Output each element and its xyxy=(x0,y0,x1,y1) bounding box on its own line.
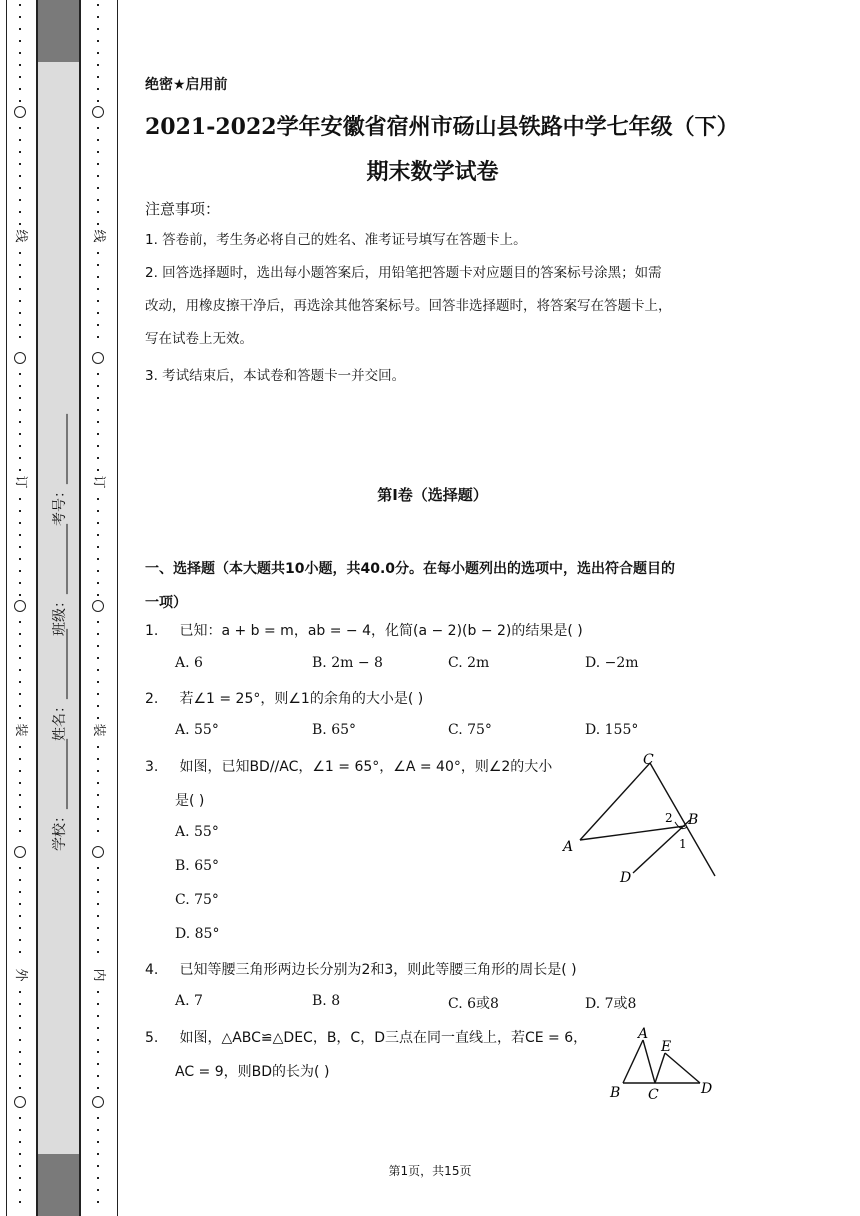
rail-dot xyxy=(97,264,99,266)
label-2: 2 xyxy=(665,811,673,825)
rail-dot xyxy=(97,1117,99,1119)
rail-dot xyxy=(97,421,99,423)
rail-dot xyxy=(19,324,21,326)
exam-number-field[interactable]: 考号：__________ xyxy=(52,414,68,526)
rail-dot xyxy=(97,693,99,695)
rail-dot xyxy=(97,621,99,623)
label-c: C xyxy=(648,1087,659,1103)
rail-dot xyxy=(19,40,21,42)
rail-dot xyxy=(97,927,99,929)
rail-dot xyxy=(19,879,21,881)
rail-dot xyxy=(19,818,21,820)
rail-dot xyxy=(19,758,21,760)
rail-dot xyxy=(97,830,99,832)
label-e: E xyxy=(661,1039,672,1055)
rail-dot xyxy=(19,1141,21,1143)
option-d[interactable]: D. 7或8 xyxy=(585,996,637,1012)
rail-dot xyxy=(19,782,21,784)
rail-dot xyxy=(19,199,21,201)
option-c[interactable]: C. 2m xyxy=(448,655,490,671)
rail-circle xyxy=(92,352,104,364)
option-c[interactable]: C. 75° xyxy=(175,892,219,908)
notice-item: 1. 答卷前，考生务必将自己的姓名、准考证号填写在答题卡上。 xyxy=(145,232,527,248)
rail-dot xyxy=(19,1051,21,1053)
rail-dot xyxy=(97,211,99,213)
option-b[interactable]: B. 8 xyxy=(312,993,341,1009)
rail-dot xyxy=(19,300,21,302)
rail-dot xyxy=(19,1153,21,1155)
rail-circle xyxy=(14,846,26,858)
question-3-figure xyxy=(555,748,725,888)
option-d[interactable]: D. −2m xyxy=(585,655,639,671)
rail-dot xyxy=(19,794,21,796)
rail-dot xyxy=(97,1189,99,1191)
question-5 xyxy=(145,1027,587,1047)
page-footer: 第1页，共15页 xyxy=(388,1164,472,1178)
rail-dot xyxy=(19,4,21,6)
rail-dot xyxy=(19,669,21,671)
rail-dot xyxy=(97,717,99,719)
rail-dot xyxy=(97,1153,99,1155)
label-c: C xyxy=(643,752,654,768)
rail-dot xyxy=(97,891,99,893)
rail-dot xyxy=(97,510,99,512)
rail-dot xyxy=(19,621,21,623)
section-title: 第I卷（选择题） xyxy=(377,486,488,504)
question-4 xyxy=(145,959,577,979)
rail-dot xyxy=(97,546,99,548)
rail-dot xyxy=(19,717,21,719)
rail-dot xyxy=(19,939,21,941)
question-text: 若∠1 = 25°，则∠1的余角的大小是( ) xyxy=(179,691,424,707)
rail-dot xyxy=(19,409,21,411)
rail-dot xyxy=(97,409,99,411)
rail-dot xyxy=(97,324,99,326)
rail-dot xyxy=(19,373,21,375)
notice-item: 改动，用橡皮擦干净后，再选涂其他答案标号。回答非选择题时，将答案写在答题卡上， xyxy=(145,298,672,314)
rail-dot xyxy=(19,633,21,635)
rail-dot xyxy=(19,806,21,808)
rail-dot xyxy=(19,469,21,471)
question-text: 如图，已知BD//AC，∠1 = 65°，∠A = 40°，则∠2的大小 xyxy=(179,759,553,775)
rail-dot xyxy=(19,522,21,524)
rail-dot xyxy=(19,770,21,772)
option-b[interactable]: B. 2m − 8 xyxy=(312,655,383,671)
rail-dot xyxy=(19,1087,21,1089)
rail-dot xyxy=(19,570,21,572)
rail-dot xyxy=(19,951,21,953)
rail-dot xyxy=(97,457,99,459)
rail-word: 外 xyxy=(13,968,28,982)
question-number: 4. xyxy=(145,962,159,978)
rail-dot xyxy=(97,76,99,78)
question-text: 如图，△ABC≌△DEC，B，C，D三点在同一直线上，若CE = 6， xyxy=(179,1030,588,1046)
rail-word: 装 xyxy=(13,723,28,737)
rail-dot xyxy=(97,806,99,808)
rail-dot xyxy=(19,657,21,659)
rail-dot xyxy=(97,300,99,302)
rail-dot xyxy=(19,498,21,500)
rail-dark-block-top xyxy=(37,0,80,62)
rail-dot xyxy=(97,534,99,536)
rail-dot xyxy=(19,546,21,548)
rail-dot xyxy=(97,498,99,500)
rail-dot xyxy=(97,1039,99,1041)
rail-dot xyxy=(97,705,99,707)
rail-dot xyxy=(97,397,99,399)
label-d: D xyxy=(701,1081,713,1097)
rail-word: 内 xyxy=(91,968,106,982)
confidential-label: 绝密★启用前 xyxy=(145,77,228,93)
rail-dot xyxy=(19,457,21,459)
rail-dot xyxy=(19,1129,21,1131)
rail-dot xyxy=(19,927,21,929)
label-b: B xyxy=(610,1085,621,1101)
rail-dot xyxy=(97,276,99,278)
rail-dot xyxy=(97,433,99,435)
rail-circle xyxy=(92,846,104,858)
rail-dot xyxy=(97,1201,99,1203)
rail-dot xyxy=(19,187,21,189)
question-text-cont: AC = 9，则BD的长为( ) xyxy=(175,1064,330,1080)
rail-dot xyxy=(97,915,99,917)
rail-dot xyxy=(19,127,21,129)
rail-dot xyxy=(19,1075,21,1077)
rail-dot xyxy=(19,151,21,153)
rail-dot xyxy=(97,657,99,659)
rail-dot xyxy=(19,252,21,254)
rail-dot xyxy=(19,223,21,225)
rail-dot xyxy=(19,52,21,54)
option-d[interactable]: D. 155° xyxy=(585,722,639,738)
rail-word: 订 xyxy=(13,475,28,489)
question-2 xyxy=(145,688,423,708)
name-field[interactable]: 姓名：__________ xyxy=(52,629,68,741)
notice-heading: 注意事项： xyxy=(145,200,221,218)
rail-dot xyxy=(97,879,99,881)
class-field[interactable]: 班级：__________ xyxy=(52,524,68,636)
label-a: A xyxy=(563,839,574,855)
rail-dot xyxy=(97,633,99,635)
rail-dot xyxy=(97,88,99,90)
rail-dot xyxy=(19,276,21,278)
rail-word: 装 xyxy=(91,723,106,737)
rail-dot xyxy=(19,1117,21,1119)
question-number: 5. xyxy=(145,1030,159,1046)
rail-dot xyxy=(97,1129,99,1131)
rail-dot xyxy=(19,681,21,683)
question-text: 已知等腰三角形两边长分别为2和3，则此等腰三角形的周长是( ) xyxy=(179,962,577,978)
part-one-line1: 一、选择题（本大题共10小题，共40.0分。在每小题列出的选项中，选出符合题目的 xyxy=(145,561,676,577)
part-one-instructions xyxy=(145,552,720,620)
rail-word: 线 xyxy=(13,229,28,243)
label-a: A xyxy=(638,1026,649,1042)
rail-dot xyxy=(97,175,99,177)
exam-title: 2021-2022学年安徽省宿州市砀山县铁路中学七年级（下） xyxy=(145,114,739,140)
rail-circle xyxy=(14,352,26,364)
rail-dot xyxy=(19,100,21,102)
option-b[interactable]: B. 65° xyxy=(175,858,220,874)
rail-dot xyxy=(97,1063,99,1065)
option-a[interactable]: A. 55° xyxy=(175,824,219,840)
rail-dot xyxy=(19,163,21,165)
student-info-fields xyxy=(44,400,74,851)
rail-dot xyxy=(19,28,21,30)
rail-dot xyxy=(19,1003,21,1005)
question-3 xyxy=(145,756,552,776)
rail-dot xyxy=(19,175,21,177)
rail-circle xyxy=(92,1096,104,1108)
rail-dot xyxy=(97,139,99,141)
option-a[interactable]: A. 6 xyxy=(175,655,203,671)
rail-dot xyxy=(97,288,99,290)
rail-dot xyxy=(19,903,21,905)
label-d: D xyxy=(620,870,632,886)
rail-dot xyxy=(19,558,21,560)
rail-dot xyxy=(97,151,99,153)
rail-dot xyxy=(97,373,99,375)
rail-dot xyxy=(97,312,99,314)
rail-dot xyxy=(19,645,21,647)
rail-word: 订 xyxy=(91,475,106,489)
rail-dot xyxy=(19,915,21,917)
rail-dot xyxy=(19,385,21,387)
rail-dot xyxy=(19,1015,21,1017)
rail-dot xyxy=(19,582,21,584)
option-a[interactable]: A. 55° xyxy=(175,722,219,738)
rail-dot xyxy=(97,794,99,796)
rail-dot xyxy=(19,746,21,748)
rail-dot xyxy=(97,867,99,869)
rail-dot xyxy=(97,558,99,560)
rail-dot xyxy=(97,758,99,760)
rail-circle xyxy=(14,600,26,612)
school-field[interactable]: 学校：__________ xyxy=(52,739,68,851)
rail-dot xyxy=(19,288,21,290)
option-b[interactable]: B. 65° xyxy=(312,722,357,738)
rail-dot xyxy=(97,469,99,471)
option-c[interactable]: C. 75° xyxy=(448,722,492,738)
rail-dot xyxy=(19,88,21,90)
rail-dot xyxy=(97,28,99,30)
rail-dot xyxy=(19,64,21,66)
rail-circle xyxy=(14,1096,26,1108)
exam-subtitle: 期末数学试卷 xyxy=(366,159,499,185)
question-5-figure xyxy=(605,1025,725,1105)
rail-dot xyxy=(97,1003,99,1005)
rail-dot xyxy=(97,939,99,941)
rail-dot xyxy=(97,818,99,820)
rail-dot xyxy=(19,433,21,435)
rail-dot xyxy=(97,336,99,338)
rail-dot xyxy=(19,397,21,399)
notice-item: 写在试卷上无效。 xyxy=(145,331,253,347)
rail-dot xyxy=(19,534,21,536)
rail-dot xyxy=(19,312,21,314)
rail-dot xyxy=(97,385,99,387)
rail-dot xyxy=(97,1051,99,1053)
label-b: B xyxy=(688,812,699,828)
rail-dot xyxy=(19,211,21,213)
rail-dot xyxy=(97,991,99,993)
rail-border xyxy=(6,0,7,1216)
rail-dot xyxy=(97,1141,99,1143)
rail-dot xyxy=(19,336,21,338)
question-number: 2. xyxy=(145,691,159,707)
rail-dot xyxy=(19,1039,21,1041)
rail-dot xyxy=(97,4,99,6)
rail-dot xyxy=(97,951,99,953)
rail-dot xyxy=(19,705,21,707)
rail-dot xyxy=(97,522,99,524)
rail-dot xyxy=(19,139,21,141)
rail-dot xyxy=(19,867,21,869)
rail-dot xyxy=(19,693,21,695)
question-number: 3. xyxy=(145,759,159,775)
rail-dot xyxy=(97,1087,99,1089)
rail-dot xyxy=(97,669,99,671)
rail-dot xyxy=(97,100,99,102)
option-a[interactable]: A. 7 xyxy=(175,993,203,1009)
rail-dot xyxy=(19,421,21,423)
rail-dot xyxy=(97,52,99,54)
rail-dot xyxy=(97,40,99,42)
question-text-cont: 是( ) xyxy=(175,793,205,809)
rail-circle xyxy=(92,106,104,118)
rail-dot xyxy=(97,746,99,748)
rail-dot xyxy=(19,1027,21,1029)
option-d[interactable]: D. 85° xyxy=(175,926,220,942)
rail-dot xyxy=(97,903,99,905)
rail-dot xyxy=(97,223,99,225)
rail-dot xyxy=(97,1075,99,1077)
rail-dot xyxy=(19,830,21,832)
rail-dot xyxy=(97,770,99,772)
rail-dot xyxy=(97,570,99,572)
rail-dot xyxy=(97,1015,99,1017)
rail-dot xyxy=(97,1027,99,1029)
rail-dot xyxy=(97,594,99,596)
rail-dot xyxy=(19,891,21,893)
rail-word: 线 xyxy=(91,229,106,243)
label-1: 1 xyxy=(679,837,687,851)
rail-dot xyxy=(97,252,99,254)
rail-circle xyxy=(92,600,104,612)
rail-dot xyxy=(97,782,99,784)
rail-dot xyxy=(97,445,99,447)
rail-dot xyxy=(97,16,99,18)
rail-dot xyxy=(19,1189,21,1191)
rail-dot xyxy=(97,681,99,683)
question-text: 已知：a + b = m，ab = − 4，化简(a − 2)(b − 2)的结果是( ) xyxy=(179,623,583,639)
rail-dot xyxy=(97,187,99,189)
rail-dot xyxy=(19,510,21,512)
rail-dot xyxy=(19,76,21,78)
rail-dot xyxy=(19,1063,21,1065)
rail-dot xyxy=(97,199,99,201)
rail-dot xyxy=(97,582,99,584)
rail-dot xyxy=(97,645,99,647)
rail-dot xyxy=(19,445,21,447)
notice-item: 2. 回答选择题时，选出每小题答案后，用铅笔把答题卡对应题目的答案标号涂黑；如需 xyxy=(145,265,662,281)
rail-dot xyxy=(97,163,99,165)
rail-dot xyxy=(19,264,21,266)
rail-dot xyxy=(97,127,99,129)
question-1 xyxy=(145,620,583,640)
notice-item: 3. 考试结束后，本试卷和答题卡一并交回。 xyxy=(145,368,406,384)
rail-dot xyxy=(19,594,21,596)
rail-dot xyxy=(19,991,21,993)
rail-dot xyxy=(19,1201,21,1203)
rail-circle xyxy=(14,106,26,118)
question-number: 1. xyxy=(145,623,159,639)
part-one-line2: 一项） xyxy=(145,595,187,611)
option-c[interactable]: C. 6或8 xyxy=(448,996,499,1012)
rail-dot xyxy=(97,64,99,66)
rail-dot xyxy=(19,16,21,18)
